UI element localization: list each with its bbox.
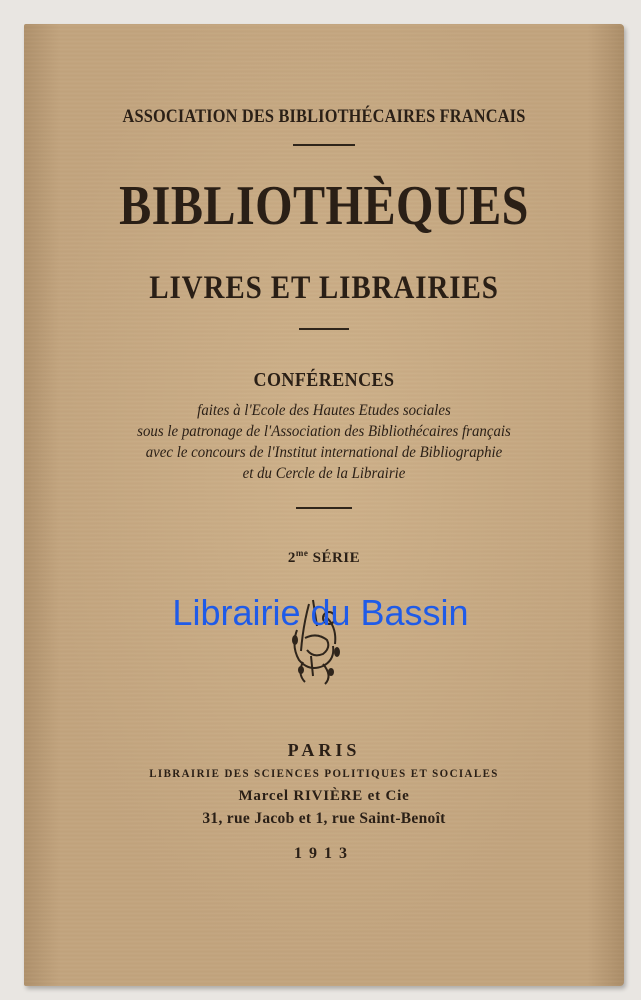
description-line: avec le concours de l'Institut international de Bibliographie: [145, 444, 503, 461]
series-number: 2: [287, 550, 296, 566]
series-label: [24, 548, 624, 567]
publisher-address: 31, rue Jacob et 1, rue Saint-Benoît: [202, 810, 446, 827]
series-word: SÉRIE: [312, 550, 361, 566]
divider-rule: [293, 144, 355, 146]
series-suffix: me: [295, 548, 309, 558]
description-line: faites à l'Ecole des Hautes Etudes sociales: [197, 402, 451, 419]
section-heading: CONFÉRENCES: [253, 369, 395, 391]
watermark-text: Librairie du Bassin: [172, 592, 469, 633]
association-name: ASSOCIATION DES BIBLIOTHÉCAIRES FRANCAIS: [122, 106, 526, 127]
divider-rule: [296, 507, 352, 509]
description-block: [45, 400, 603, 484]
description-line: sous le patronage de l'Association des Bibliothécaires français: [137, 423, 511, 440]
city-name: PARIS: [287, 740, 361, 760]
book-cover: [24, 24, 624, 986]
publisher-name: Marcel RIVIÈRE et Cie: [238, 788, 410, 804]
publication-year: 1913: [294, 845, 354, 862]
description-line: et du Cercle de la Librairie: [242, 465, 406, 482]
publisher-line: LIBRAIRIE DES SCIENCES POLITIQUES ET SOCIALES: [149, 768, 499, 780]
book-subtitle: LIVRES ET LIBRAIRIES: [149, 270, 499, 306]
divider-rule: [299, 328, 349, 330]
book-title: BIBLIOTHÈQUES: [119, 175, 529, 237]
